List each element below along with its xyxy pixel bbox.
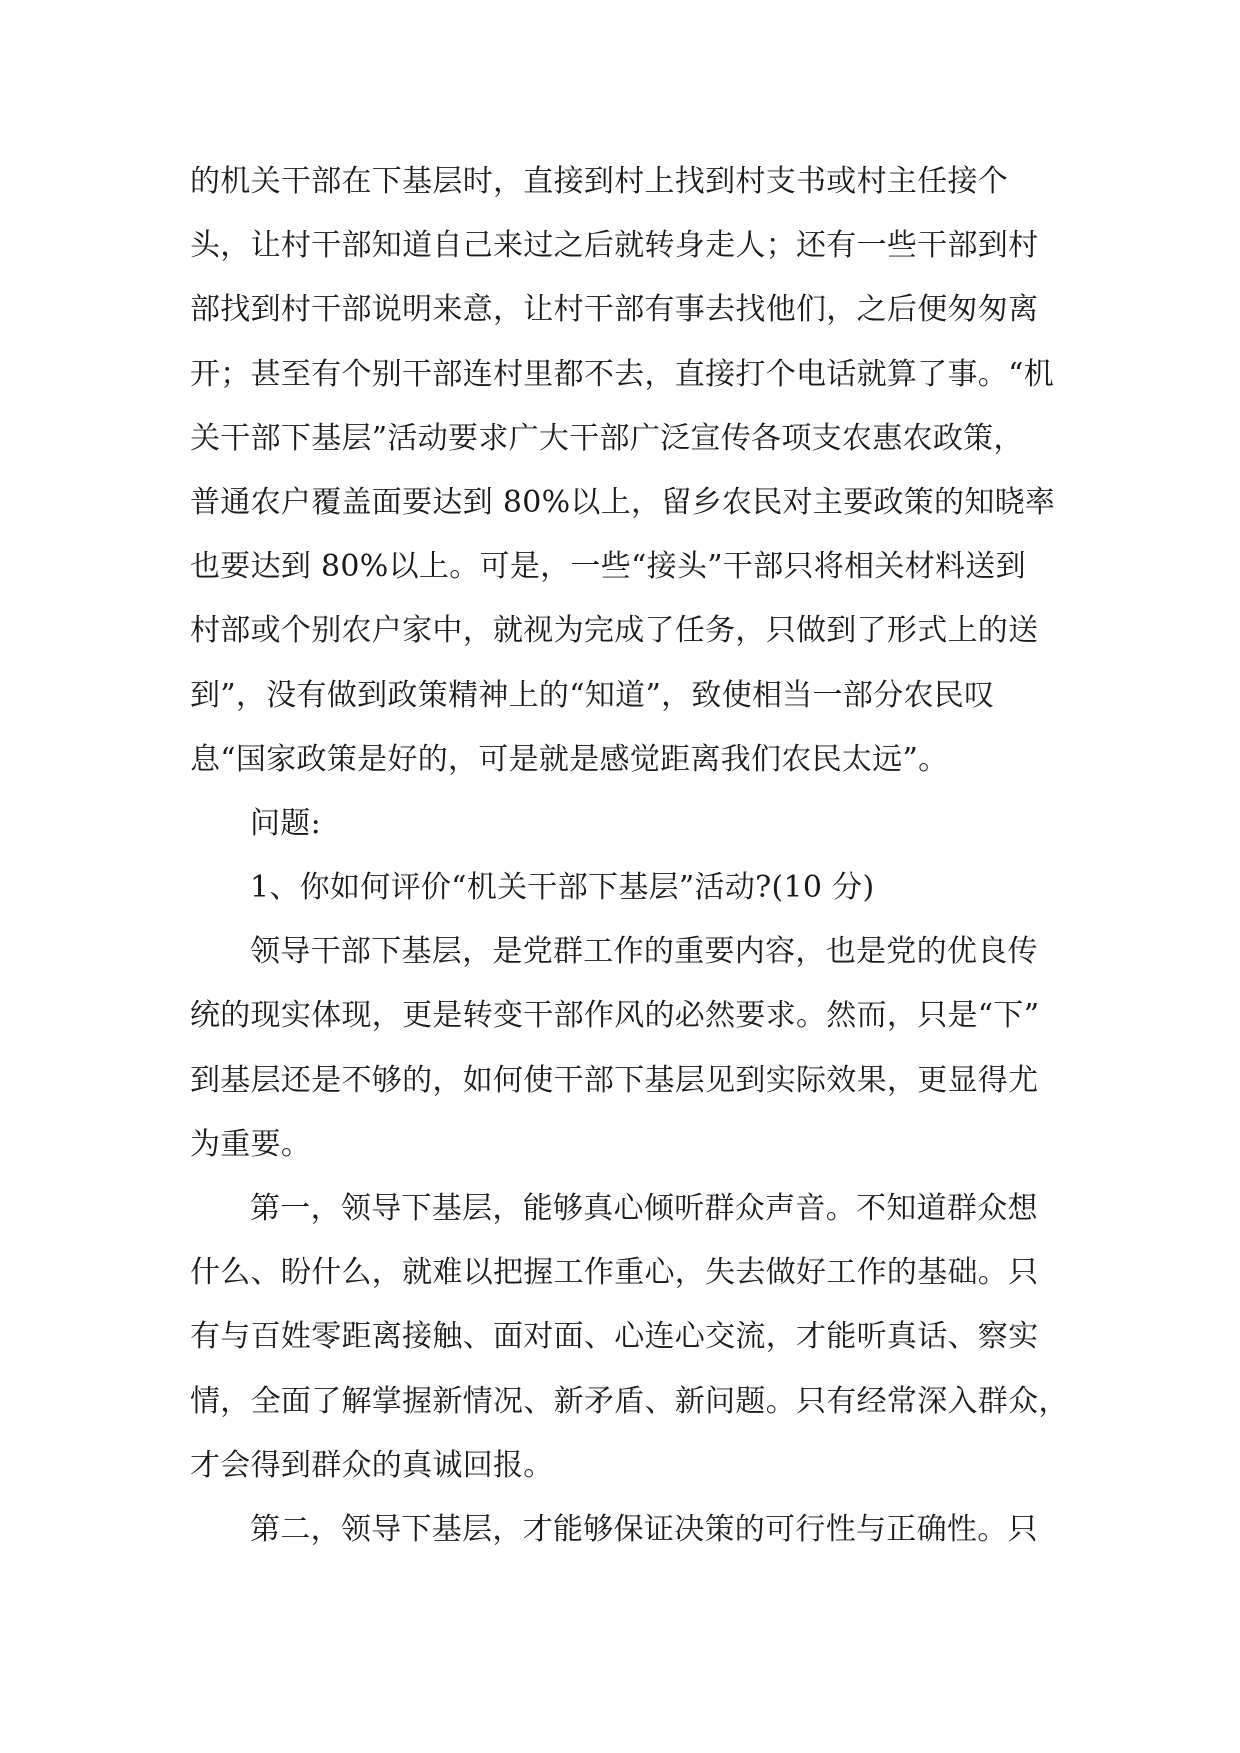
paragraph-line: 有与百姓零距离接触、面对面、心连心交流，才能听真话、察实 — [190, 1319, 1039, 1355]
question-1: 1、你如何评价“机关干部下基层”活动?(10 分) — [250, 870, 875, 906]
paragraph-line: 情，全面了解掌握新情况、新矛盾、新问题。只有经常深入群众， — [190, 1383, 1069, 1419]
paragraph-4 — [190, 1498, 1060, 1562]
document-body — [190, 150, 1069, 1562]
paragraph-1 — [190, 150, 1060, 792]
paragraph-line: 到基层还是不够的，如何使干部下基层见到实际效果，更显得尤 — [190, 1062, 1039, 1098]
paragraph-line: 的机关干部在下基层时，直接到村上找到村支书或村主任接个 — [190, 164, 1009, 199]
paragraph-line: 部找到村干部说明来意，让村干部有事去找他们，之后便匆匆离 — [190, 292, 1039, 328]
paragraph-line: 关干部下基层”活动要求广大干部广泛宣传各项支农惠农政策， — [190, 420, 1024, 456]
paragraph-line: 才会得到群众的真诚回报。 — [190, 1447, 554, 1483]
paragraph-line: 第一，领导下基层，能够真心倾听群众声音。不知道群众想 — [250, 1191, 1038, 1226]
paragraph-line: 到”，没有做到政策精神上的“知道”，致使相当一部分农民叹 — [190, 677, 995, 713]
paragraph-line: 开；甚至有个别干部连村里都不去，直接打个电话就算了事。“机 — [190, 356, 1055, 392]
paragraph-line: 息“国家政策是好的，可是就是感觉距离我们农民太远”。 — [190, 741, 949, 777]
paragraph-line: 什么、盼什么，就难以把握工作重心，失去做好工作的基础。只 — [190, 1255, 1039, 1291]
paragraph-3 — [190, 1177, 1069, 1498]
paragraph-line: 统的现实体现，更是转变干部作风的必然要求。然而，只是“下” — [190, 998, 1040, 1034]
paragraph-line: 领导干部下基层，是党群工作的重要内容，也是党的优良传 — [250, 934, 1038, 970]
paragraph-line: 头，让村干部知道自己来过之后就转身走人；还有一些干部到村 — [190, 228, 1039, 264]
paragraph-line: 第二，领导下基层，才能够保证决策的可行性与正确性。只 — [250, 1511, 1038, 1547]
paragraph-line: 为重要。 — [190, 1126, 312, 1162]
questions-heading: 问题: — [250, 805, 322, 841]
paragraph-line: 普通农户覆盖面要达到 80%以上，留乡农民对主要政策的知晓率 — [190, 484, 1056, 520]
paragraph-line: 也要达到 80%以上。可是，一些“接头”干部只将相关材料送到 — [190, 549, 1026, 585]
paragraph-line: 村部或个别农户家中，就视为完成了任务，只做到了形式上的送 — [190, 613, 1039, 649]
paragraph-2 — [190, 920, 1060, 1177]
